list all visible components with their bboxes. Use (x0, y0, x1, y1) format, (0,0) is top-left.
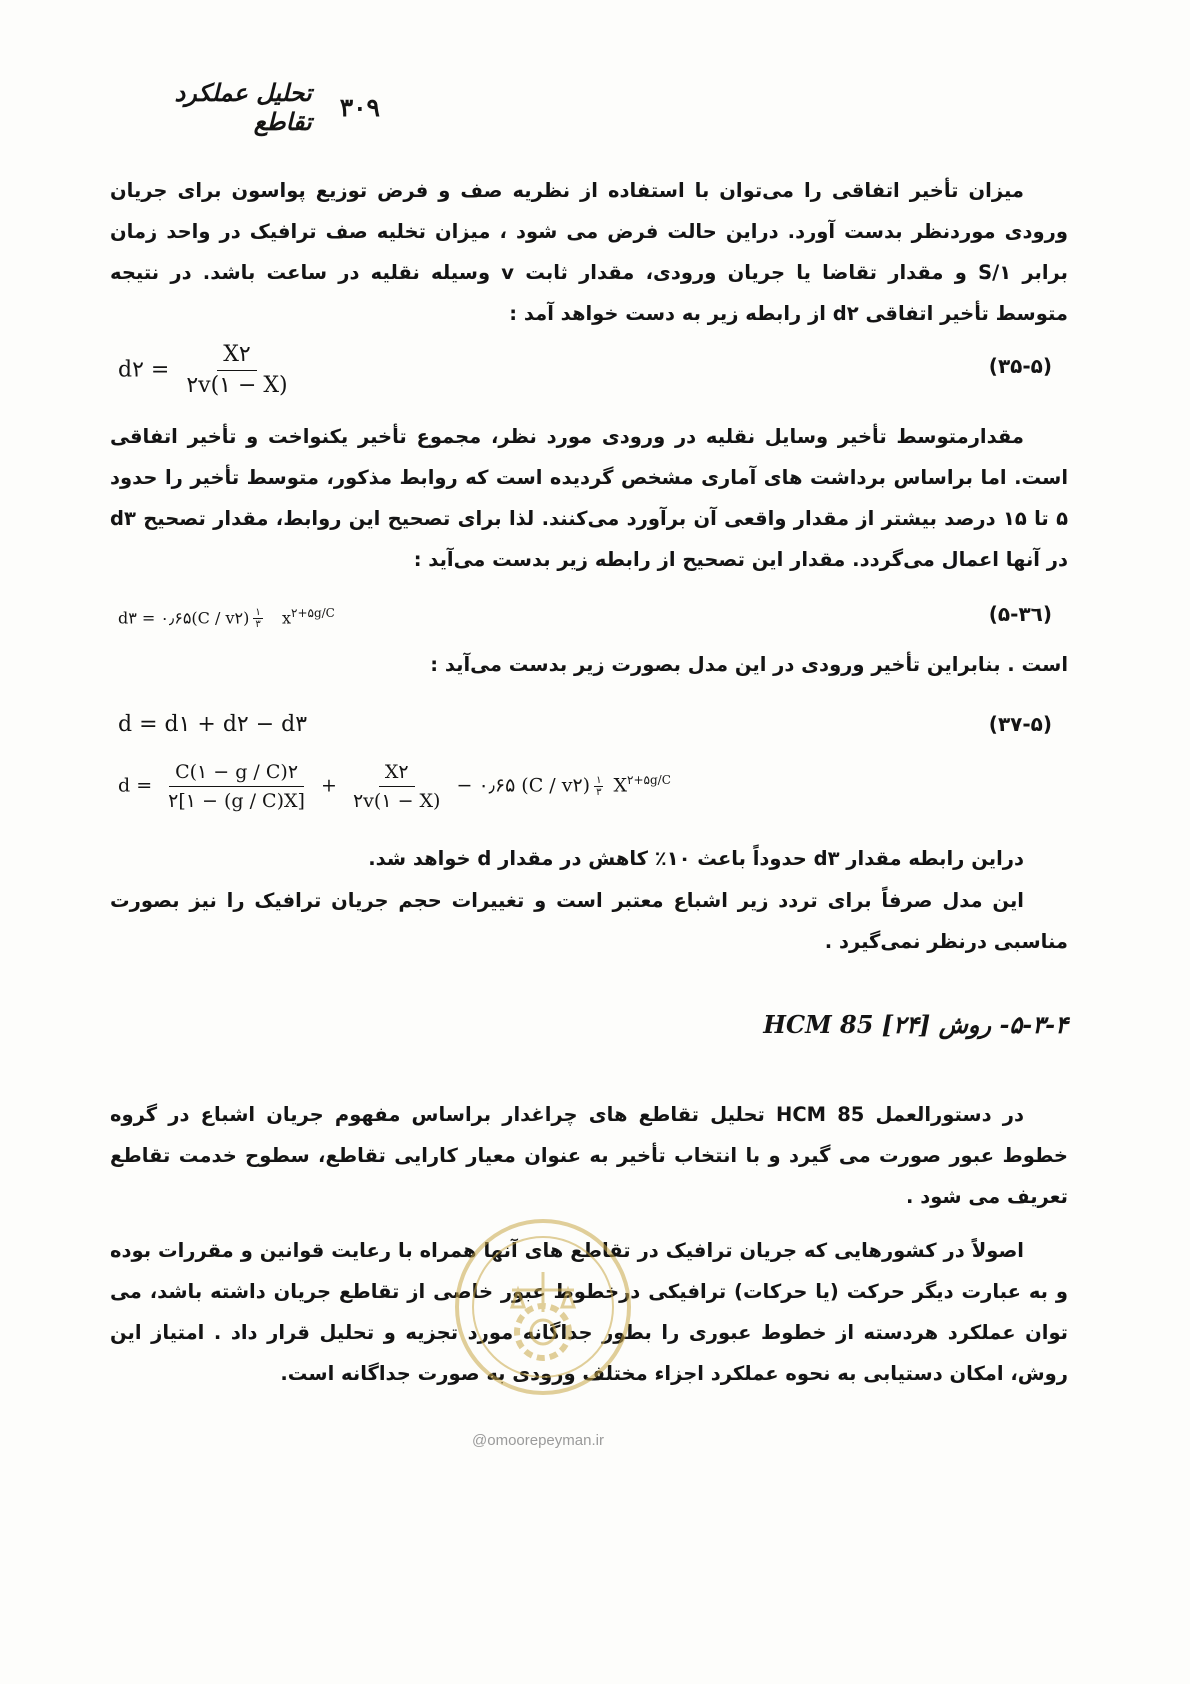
equation-36-tail-exponent: ۲+۵g/C (291, 606, 335, 620)
equation-full-plus: + (321, 774, 337, 797)
equation-35-denominator: ۲v(۱ − X) (186, 373, 288, 398)
equation-full-lhs: d = (118, 774, 153, 797)
equation-36-tail: x (281, 608, 291, 628)
page-number: ۳۰۹ (339, 92, 380, 122)
running-header (110, 78, 380, 136)
equation-full-tail-exponent: ۲+۵g/C (627, 773, 671, 788)
paragraph-random-delay: میزان تأخیر اتفاقی را می‌توان با استفاده از نظریه صف و فرض توزیع پواسون برای جریان ورودی موردنظر بدست آورد. دراین حالت فرض می شود ، میزان تخلیه صف ترافیک در واحد زمان برابر ۱/S و مقدار تقاضا یا جریان ورودی، مقدار ثابت v وسیله نقلیه در ساعت باشد. در نتیجه متوسط تأخیر اتفاقی d۲ از رابطه زیر به دست خواهد آمد : (110, 179, 1068, 325)
equation-full-fraction-2: $\frac{X۲}{۲v(۱ - X)}$ (352, 761, 441, 812)
equation-36-lhs: d۳ = ۰٫۶۵(C / v۲) (118, 608, 250, 628)
equation-full-correction-term: − ۰٫۶۵ (C / v۲) (456, 774, 591, 797)
equation-full-exponent: $\frac{۱}{۳}$ (596, 775, 602, 798)
watermark-url: @omoorepeyman.ir (472, 1432, 604, 1449)
paragraph-lane-groups: اصولاً در کشورهایی که جریان ترافیک در تقاطع های آنها همراه با رعایت قوانین و مقررات بوده و به عبارت دیگر حرکت (یا حرکات) ترافیکی درخطوط عبور خاصی از تقاطع جریان داشته باشد، می توان عملکرد هردسته از خطوط عبوری را بطور جداگانه مورد تجزیه و تحلیل قرار داد . امتیاز این روش، امکان دستیابی به نحوه عملکرد اجزاء مختلف ورودی به صورت جداگانه است. (110, 1239, 1068, 1385)
equation-full-fraction-1: $\frac{C(۱ - g / C)۲}{۲[۱ - (g / C)X]}$ (168, 761, 305, 812)
equation-36-formula (118, 606, 335, 630)
paragraph-model-validity: این مدل صرفاً برای تردد زیر اشباع معتبر است و تغییرات حجم جریان ترافیک را نیز بصورت مناسبی درنظر نمی‌گیرد . (110, 889, 1068, 953)
paragraph-hcm85-intro: در دستورالعمل HCM 85 تحلیل تقاطع های چراغدار براساس مفهوم جریان اشباع در گروه خطوط عبور صورت می گیرد و با انتخاب تأخیر به عنوان معیار کارایی تقاطع، سطوح خدمت تقاطع تعریف می شود . (110, 1103, 1068, 1208)
equation-35-numerator: X۲ (217, 342, 256, 371)
equation-35-formula (118, 342, 298, 399)
chapter-title: تحلیل عملکرد تقاطع (174, 78, 312, 136)
equation-35 (110, 342, 1068, 402)
equation-37-formula: d = d۱ + d۲ − d۳ (118, 712, 308, 737)
equation-full-formula (118, 760, 671, 813)
equation-37 (110, 706, 1068, 752)
equation-37-number: (۳۷-۵) (988, 712, 1052, 736)
equation-36-exponent: $\frac{۱}{۳}$ (255, 607, 261, 631)
equation-36-number: (۳٦-۵) (988, 602, 1052, 626)
paragraph-entry-delay: است . بنابراین تأخیر ورودی در این مدل بصورت زیر بدست می‌آید : (430, 653, 1068, 676)
paragraph-correction: مقدارمتوسط تأخیر وسایل نقلیه در ورودی مورد نظر، مجموع تأخیر یکنواخت و تأخیر اتفاقی است. اما براساس برداشت های آماری مشخص گردیده است که روابط مذکور، متوسط تأخیر را حدود ۵ تا ۱۵ درصد بیشتر از مقدار واقعی آن برآورد می‌کنند. لذا برای تصحیح این روابط، مقدار تصحیح d۳ در آنها اعمال می‌گردد. مقدار این تصحیح از رابطه زیر بدست می‌آید : (110, 425, 1068, 571)
equation-35-fraction (180, 342, 293, 399)
equation-35-lhs: d۲ = (118, 357, 170, 383)
section-heading: ۵-۳-۴- روش HCM 85 [۲۴] (763, 1010, 1068, 1039)
equation-35-number: (۳۵-۵) (988, 354, 1052, 378)
equation-36 (110, 596, 1068, 642)
equation-full-tail: X (613, 774, 628, 797)
paragraph-d3-effect: دراین رابطه مقدار d۳ حدوداً باعث ۱۰٪ کاهش در مقدار d خواهد شد. (368, 847, 1024, 870)
equation-full-delay (110, 760, 1068, 830)
